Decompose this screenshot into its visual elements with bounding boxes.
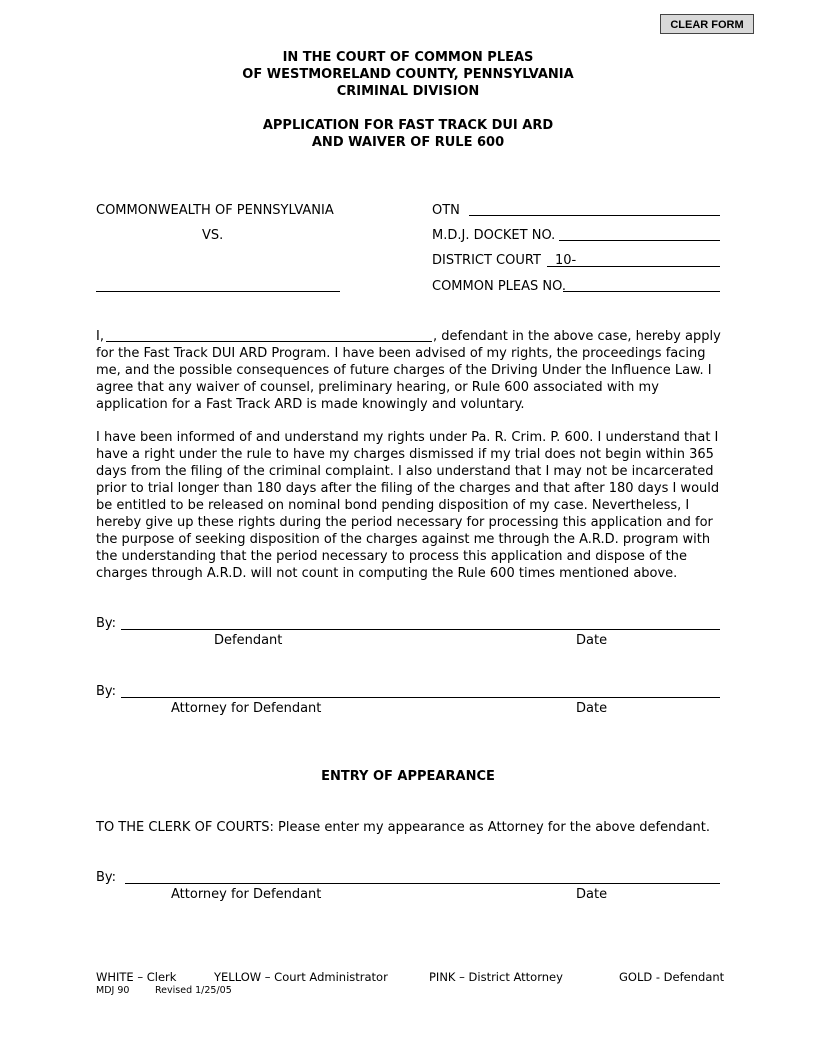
plaintiff-name: COMMONWEALTH OF PENNSYLVANIA [96, 203, 334, 218]
applicant-intro-suffix: , defendant in the above case, hereby apply [433, 329, 721, 344]
applicant-intro-prefix: I, [96, 329, 104, 344]
otn-label: OTN [432, 203, 460, 218]
footer-copy-white: WHITE – Clerk [96, 970, 177, 984]
mdj-docket-label: M.D.J. DOCKET NO. [432, 228, 556, 243]
attorney-signature-field[interactable] [121, 697, 720, 698]
otn-row [432, 202, 460, 219]
defendant-name-field[interactable] [96, 291, 340, 292]
footer-copy-pink: PINK – District Attorney [429, 970, 563, 984]
court-name-line-2: OF WESTMORELAND COUNTY, PENNSYLVANIA [242, 67, 574, 82]
entry-by-label: By: [96, 870, 117, 885]
versus-label: VS. [202, 228, 224, 243]
attorney-signature-label: Attorney for Defendant [171, 701, 322, 716]
rule-600-waiver-paragraph: I have been informed of and understand my rights under Pa. R. Crim. P. 600. I understand that I have a right under the rule to have my charges dismissed if my trial does not begin within 365 days from the filing of the criminal complaint. I also understand that I may not be incarcerated prior to trial longer than 180 days after the filing of the charges and that after 180 days I would be entitled to be released on nominal bond pending disposition of my case. Nevertheless, I hereby give up these rights during the period necessary for processing this application and for the purpose of seeking disposition of the charges against me through the A.R.D. program with the understanding that the period necessary to process this application and dispose of the charges through A.R.D. will not count in computing the Rule 600 times mentioned above. [96, 430, 720, 581]
footer-copy-yellow: YELLOW – Court Administrator [214, 970, 388, 984]
form-title-line-2: AND WAIVER OF RULE 600 [311, 135, 505, 150]
court-name-line-1: IN THE COURT OF COMMON PLEAS [282, 50, 534, 65]
district-court-field[interactable] [547, 251, 720, 267]
form-title-line-1: APPLICATION FOR FAST TRACK DUI ARD [262, 118, 554, 133]
defendant-signature-label: Defendant [214, 633, 283, 648]
entry-of-appearance-title: ENTRY OF APPEARANCE [321, 769, 495, 784]
defendant-signature-field[interactable] [121, 629, 720, 630]
applicant-name-field[interactable] [106, 341, 432, 342]
court-division: CRIMINAL DIVISION [336, 84, 480, 99]
district-court-value: 10- [555, 253, 577, 268]
district-court-label: DISTRICT COURT [432, 253, 541, 268]
defendant-by-label: By: [96, 616, 117, 631]
entry-date-label: Date [576, 887, 608, 902]
clear-form-button[interactable]: CLEAR FORM [660, 14, 754, 34]
otn-field[interactable] [469, 215, 720, 216]
common-pleas-field[interactable] [563, 291, 720, 292]
form-id: MDJ 90 [96, 985, 130, 996]
footer-copy-gold: GOLD - Defendant [619, 970, 725, 984]
revision-date: Revised 1/25/05 [155, 985, 232, 996]
defendant-date-label: Date [576, 633, 608, 648]
mdj-docket-field[interactable] [559, 240, 720, 241]
entry-attorney-label: Attorney for Defendant [171, 887, 322, 902]
attorney-date-label: Date [576, 701, 608, 716]
attorney-by-label: By: [96, 684, 117, 699]
entry-of-appearance-text: TO THE CLERK OF COURTS: Please enter my appearance as Attorney for the above defendant. [96, 820, 711, 835]
common-pleas-label: COMMON PLEAS NO. [432, 279, 566, 294]
entry-attorney-signature-field[interactable] [125, 883, 720, 884]
application-paragraph: for the Fast Track DUI ARD Program. I have been advised of my rights, the proceedings facing me, and the possible consequences of future charges of the Driving Under the Influence Law. I agree that any waiver of counsel, preliminary hearing, or Rule 600 associated with my application for a Fast Track ARD is made knowingly and voluntary. [96, 346, 712, 412]
